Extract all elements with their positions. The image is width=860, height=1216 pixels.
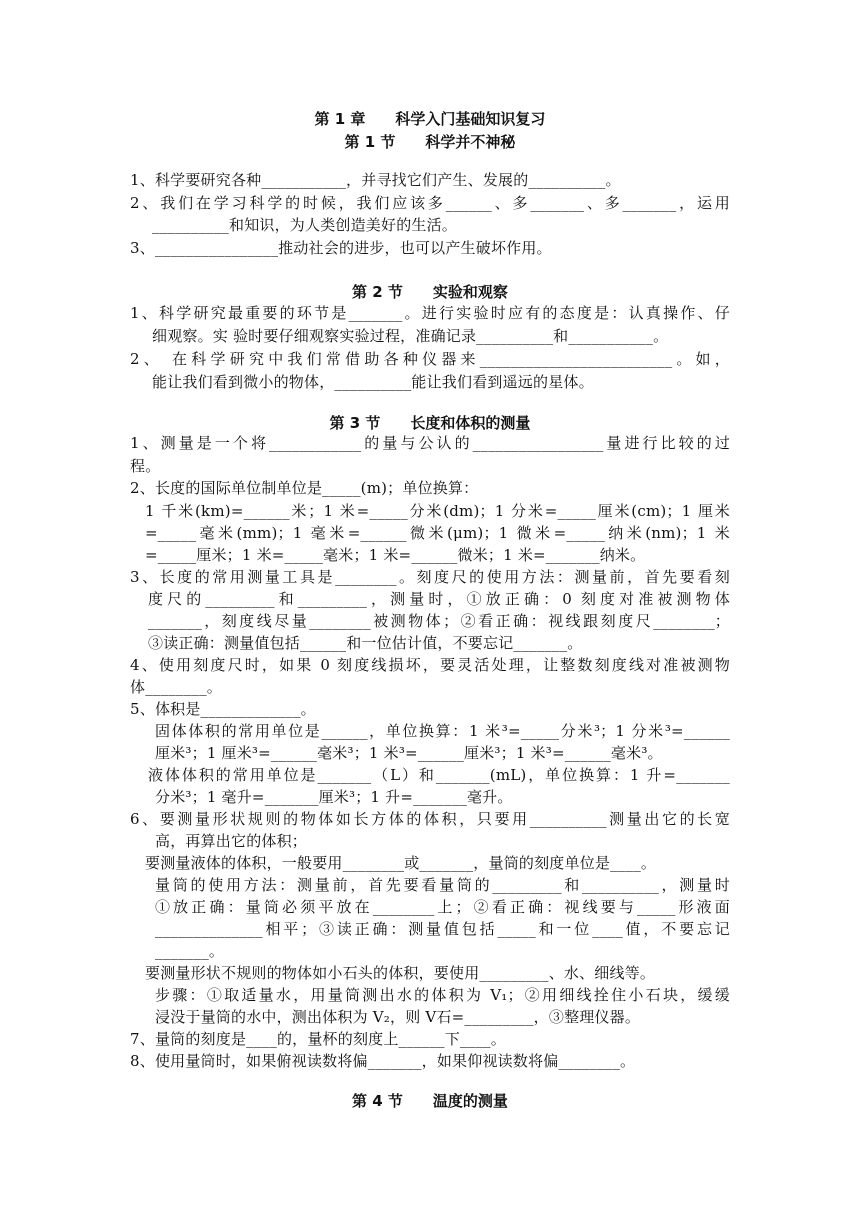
s3-q5-solid-2: 厘米³；1 厘米³=______毫米³；1 米³=______厘米³；1 米³=______毫米³。 <box>155 744 663 762</box>
chapter-title: 第 1 章 科学入门基础知识复习 <box>314 110 546 128</box>
section-3-title: 第 3 节 长度和体积的测量 <box>329 414 531 432</box>
s3-q3-cont-3: ③读正确：测量值包括______和一位估计值，不要忘记_______。 <box>148 634 583 652</box>
s3-q4: 4、使用刻度尺时，如果 0 刻度线损坏，要灵活处理，让整数刻度线对准被测物 <box>130 656 730 674</box>
s3-q6-liquid: 要测量液体的体积，一般要用________或_______，量筒的刻度单位是____。 <box>145 854 657 872</box>
s1-q1: 1、科学要研究各种___________，并寻找它们产生、发展的__________。 <box>130 171 621 189</box>
s1-q2-cont: __________和知识，为人类创造美好的生活。 <box>152 216 458 234</box>
s3-q7: 7、量筒的刻度是____的，量杯的刻度上______下____。 <box>130 1030 506 1048</box>
s3-q6-irregular: 要测量形状不规则的物体如小石头的体积，要使用_________、水、细线等。 <box>145 964 656 982</box>
s3-q3: 3、长度的常用测量工具是________。刻度尺的使用方法：测量前，首先要看刻 <box>130 568 730 586</box>
s3-q3-cont-1: 度尺的_________和_________，测量时，①放正确：0 刻度对准被测物体 <box>148 590 730 608</box>
section-2-title: 第 2 节 实验和观察 <box>352 283 508 301</box>
s2-q2: 2、 在科学研究中我们常借助各种仪器来_________________________。如， <box>130 350 730 368</box>
s3-q5: 5、体积是_____________。 <box>130 700 316 718</box>
s3-q5-liquid-2: 分米³；1 毫升=_______厘米³；1 升=_______毫升。 <box>155 788 513 806</box>
s3-q6-steps-1: 步骤：①取适量水，用量筒测出水的体积为 V₁；②用细线拴住小石块，缓缓 <box>155 986 730 1004</box>
s3-q1: 1、测量是一个将____________的量与公认的_________________量进行比较的过 <box>130 434 730 452</box>
s3-q5-liquid-1: 液体体积的常用单位是_______（L）和_______(mL)，单位换算：1 升=_______ <box>148 766 730 784</box>
section-1-title: 第 1 节 科学并不神秘 <box>344 133 516 151</box>
s3-q6-method-4: _______。 <box>155 942 225 960</box>
s3-q1-cont: 程。 <box>130 457 161 475</box>
s3-q2-conv-1: 1 千米(km)=______米；1 米=_____分米(dm)；1 分米=_____厘米(cm)；1 厘米 <box>145 502 730 520</box>
s3-q2-conv-2: =_____毫米(mm)；1 毫米=______微米(μm)；1 微米=_____纳米(nm)；1 米 <box>145 524 730 542</box>
s1-q3: 3、________________推动社会的进步，也可以产生破坏作用。 <box>130 239 552 257</box>
s2-q1: 1、科学研究最重要的环节是_______。进行实验时应有的态度是：认真操作、仔 <box>130 304 730 322</box>
s3-q4-cont: 体________。 <box>130 678 223 696</box>
s3-q5-solid-1: 固体体积的常用单位是______，单位换算：1 米³=_____分米³；1 分米³=______ <box>155 722 730 740</box>
s3-q2: 2、长度的国际单位制单位是_____(m)；单位换算： <box>130 479 479 497</box>
s3-q3-cont-2: _______，刻度线尽量________被测物体；②看正确：视线跟刻度尺________； <box>148 612 730 630</box>
s3-q6-steps-2: 浸没于量筒的水中，测出体积为 V₂，则 V石=_________，③整理仪器。 <box>155 1008 641 1026</box>
s3-q8: 8、使用量筒时，如果俯视读数将偏_______，如果仰视读数将偏________。 <box>130 1052 636 1070</box>
s3-q6-method-1: 量筒的使用方法：测量前，首先要看量筒的_________和__________，测量时 <box>155 876 730 894</box>
s3-q6-method-3: ______________相平；③读正确：测量值包括_____和一位____值，不要忘记 <box>155 920 730 938</box>
s3-q2-conv-3: =_____厘米；1 米=_____毫米；1 米=______微米；1 米=_______纳米。 <box>145 546 646 564</box>
s1-q2: 2、我们在学习科学的时候，我们应该多______、多_______、多_______，运用 <box>130 194 730 212</box>
s3-q6-method-2: ①放正确：量筒必须平放在________上；②看正确：视线要与_____形液面 <box>155 898 730 916</box>
s3-q6: 6、要测量形状规则的物体如长方体的体积，只要用__________测量出它的长宽 <box>130 810 730 828</box>
s3-q6-cont: 高，再算出它的体积； <box>155 832 308 850</box>
section-4-title: 第 4 节 温度的测量 <box>352 1092 508 1110</box>
s2-q2-cont: 能让我们看到微小的物体，__________能让我们看到遥远的星体。 <box>152 373 594 391</box>
s2-q1-cont: 细观察。实 验时要仔细观察实验过程，准确记录__________和___________。 <box>152 327 669 345</box>
